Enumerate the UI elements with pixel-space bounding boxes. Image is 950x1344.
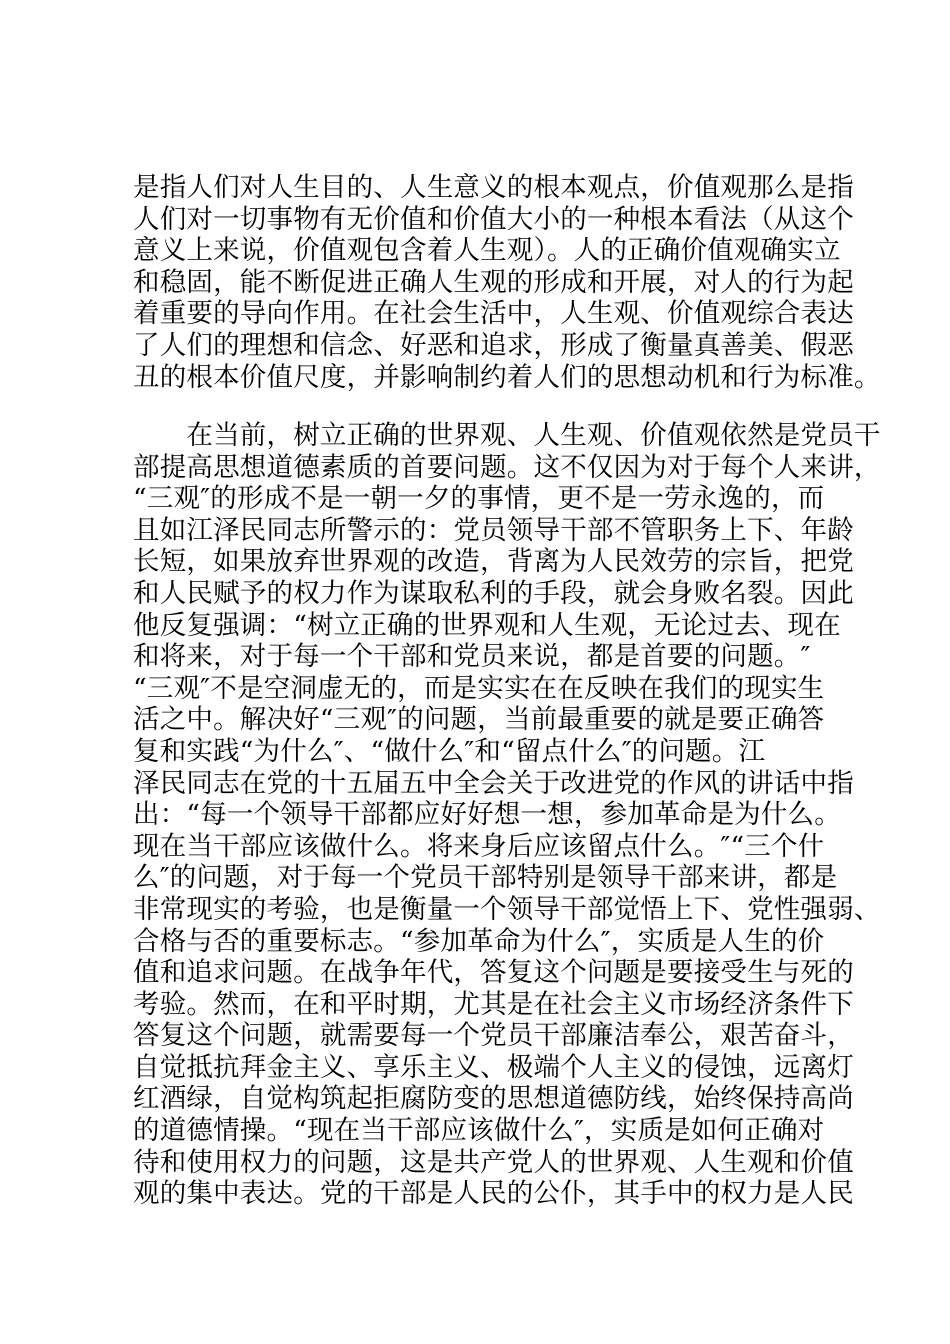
paragraph-line: 他反复强调：“树立正确的世界观和人生观，无论过去、现在 [133,609,841,641]
paragraph-line: 的道德情操。“现在当干部应该做什么″，实质是如何正确对 [133,1115,825,1147]
paragraph-line: 考验。然而，在和平时期，尤其是在社会主义市场经济条件下 [133,988,854,1020]
paragraph-line: 非常现实的考验，也是衡量一个领导干部觉悟上下、党性强弱、 [133,893,881,925]
paragraph-line: 活之中。解决好“三观″的问题，当前最重要的就是要正确答 [133,704,825,736]
paragraph-line: 和人民赋予的权力作为谋取私利的手段，就会身败名裂。因此 [133,577,854,609]
paragraph-line: 值和追求问题。在战争年代，答复这个问题是要接受生与死的 [133,957,854,989]
paragraph-1 [133,172,881,393]
paragraph-line: 和将来，对于每一个干部和党员来说，都是首要的问题。″ [133,641,811,673]
paragraph-line: 意义上来说，价值观包含着人生观）。人的正确价值观确实立 [133,235,841,267]
paragraph-line: 和稳固，能不断促进正确人生观的形成和开展，对人的行为起 [133,266,854,298]
paragraph-line: 自觉抵抗拜金主义、享乐主义、极端个人主义的侵蚀，远离灯 [133,1051,854,1083]
paragraph-line: 观的集中表达。党的干部是人民的公仆，其手中的权力是人民 [133,1178,854,1210]
paragraph-2 [133,420,881,1210]
paragraph-line: 红酒绿，自觉构筑起拒腐防变的思想道德防线，始终保持高尚 [133,1083,854,1115]
paragraph-line: 么″的问题，对于每一个党员干部特别是领导干部来讲，都是 [133,862,838,894]
paragraph-line: 待和使用权力的问题，这是共产党人的世界观、人生观和价值 [133,1146,854,1178]
paragraph-line: 复和实践“为什么″、“做什么″和“留点什么″的问题。江 [133,735,766,767]
paragraph-line: 人们对一切事物有无价值和价值大小的一种根本看法（从这个 [133,203,854,235]
paragraph-line: 泽民同志在党的十五届五中全会关于改进党的作风的讲话中指 [133,767,854,799]
paragraph-line: 现在当干部应该做什么。将来身后应该留点什么。″“三个什 [133,830,825,862]
paragraph-line: 且如江泽民同志所警示的：党员领导干部不管职务上下、年龄 [133,514,854,546]
paragraph-line: “三观″的形成不是一朝一夕的事情，更不是一劳永逸的，而 [133,483,825,515]
paragraph-line: 答复这个问题，就需要每一个党员干部廉洁奉公，艰苦奋斗， [133,1020,854,1052]
paragraph-line: 合格与否的重要标志。“参加革命为什么″，实质是人生的价 [133,925,825,957]
paragraph-line: 部提高思想道德素质的首要问题。这不仅因为对于每个人来讲， [133,451,881,483]
paragraph-line: “三观″不是空洞虚无的，而是实实在在反映在我们的现实生 [133,672,825,704]
paragraph-line: 了人们的理想和信念、好恶和追求，形成了衡量真善美、假恶 [133,329,854,361]
paragraph-line: 着重要的导向作用。在社会生活中，人生观、价值观综合表达 [133,298,854,330]
paragraph-line: 长短，如果放弃世界观的改造，背离为人民效劳的宗旨，把党 [133,546,854,578]
paragraph-line: 出：“每一个领导干部都应好好想一想，参加革命是为什么。 [133,799,841,831]
paragraph-line: 丑的根本价值尺度，并影响制约着人们的思想动机和行为标准。 [133,361,881,393]
paragraph-line: 是指人们对人生目的、人生意义的根本观点，价值观那么是指 [133,172,854,203]
paragraph-line: 在当前，树立正确的世界观、人生观、价值观依然是党员干 [133,420,881,451]
